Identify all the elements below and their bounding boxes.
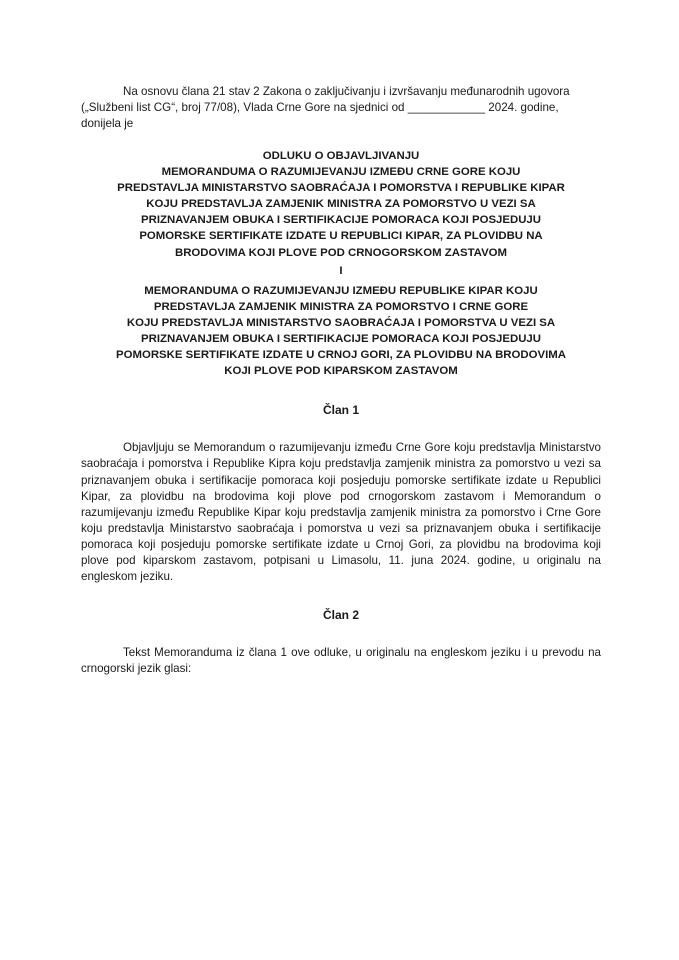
title-line: KOJU PREDSTAVLJA MINISTARSTVO SAOBRAĆAJA I POMORSTVA U VEZI SA xyxy=(126,316,556,329)
title-line: POMORSKE SERTIFIKATE IZDATE U REPUBLICI KIPAR, ZA PLOVIDBU NA xyxy=(139,230,543,243)
article-2-text: Tekst Memoranduma iz člana 1 ove odluke, u originalu na engleskom jeziku i u prevodu na crnogorski jezik glasi: xyxy=(81,646,601,676)
title-line: KOJI PLOVE POD KIPARSKOM ZASTAVOM xyxy=(224,365,458,378)
title-line: PRIZNAVANJEM OBUKA I SERTIFIKACIJE POMORACA KOJI POSJEDUJU xyxy=(141,333,541,346)
title-line: MEMORANDUMA O RAZUMIJEVANJU IZMEĐU REPUBLIKE KIPAR KOJU xyxy=(144,284,538,297)
article-2-heading: Član 2 xyxy=(322,608,359,623)
decision-title xyxy=(77,148,605,379)
title-line: KOJU PREDSTAVLJA ZAMJENIK MINISTRA ZA POMORSTVO U VEZI SA xyxy=(146,198,536,211)
title-line: MEMORANDUMA O RAZUMIJEVANJU IZMEĐU CRNE GORE KOJU xyxy=(161,166,521,179)
title-line: PRIZNAVANJEM OBUKA I SERTIFIKACIJE POMORACA KOJI POSJEDUJU xyxy=(141,214,541,227)
document-page xyxy=(81,84,601,677)
title-line: ODLUKU O OBJAVLJIVANJU xyxy=(262,150,420,162)
title-line: POMORSKE SERTIFIKATE IZDATE U CRNOJ GORI, ZA PLOVIDBU NA BRODOVIMA xyxy=(116,349,566,362)
title-line: PREDSTAVLJA ZAMJENIK MINISTRA ZA POMORSTVO I CRNE GORE xyxy=(153,300,529,313)
article-1-heading: Član 1 xyxy=(322,403,359,418)
title-line: BRODOVIMA KOJI PLOVE POD CRNOGORSKOM ZASTAVOM xyxy=(174,246,508,259)
article-1-text: Objavljuju se Memorandum o razumijevanju između Crne Gore koju predstavlja Ministarstvo saobraćaja i pomorstva i Republike Kipra koju predstavlja zamjenik ministra za pomorstvo u vezi sa priznavanjem obuka i sertifikacije pomoraca koji posjeduju pomorske sertifikate izdate u Republici Kipar, za plovidbu na brodovima koji plove pod crnogorskom zastavom i Memorandum o razumijevanju između Republike Kipar koju predstavlja zamjenik ministra za pomorstvo i Crne Gore koju predstavlja Ministarstvo saobraćaja i pomorstva u vezi sa priznavanjem obuka i sertifikacije pomoraca koji posjeduju pomorske sertifikate izdate u Crnoj Gori, za plovidbu na brodovima koji plove pod kiparskom zastavom, potpisani u Limasolu, 11. juna 2024. godine, u originalu na engleskom jeziku. xyxy=(81,441,601,584)
title-line: PREDSTAVLJA MINISTARSTVO SAOBRAĆAJA I POMORSTVA I REPUBLIKE KIPAR xyxy=(117,182,565,195)
title-separator: I xyxy=(339,264,343,277)
intro-paragraph: Na osnovu člana 21 stav 2 Zakona o zaključivanju i izvršavanju međunarodnih ugovora („Službeni list CG“, broj 77/08), Vlada Crne Gore na sjednici od ____________ 2024. godine, donijela je xyxy=(81,85,570,130)
